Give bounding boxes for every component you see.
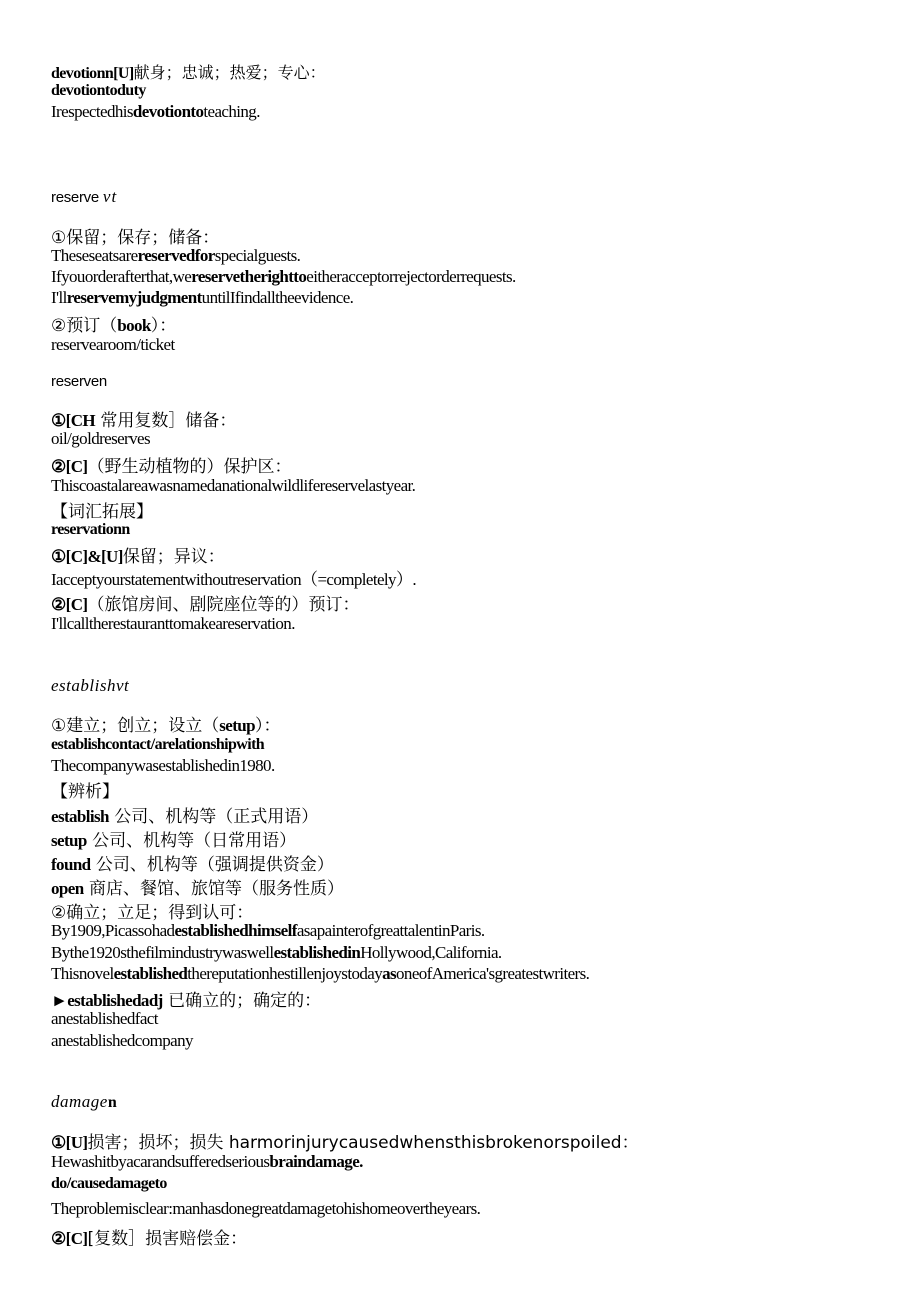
entry-reserve-n-heading: reserven: [51, 373, 107, 390]
example-sentence: Ifyouorderafterthat,wereservetherighttoeitheracceptorrejectorderrequests.: [51, 267, 516, 286]
example-sentence: Hewashitbyacarandsufferedseriousbraindamage.: [51, 1152, 363, 1171]
example-sentence: Thecompanywasestablishedin1980.: [51, 756, 275, 775]
comparison-item: open 商店、餐馆、旅馆等（服务性质）: [51, 879, 344, 899]
example-sentence: I'llreservemyjudgmentuntilIfindalltheevidence.: [51, 288, 354, 307]
example-sentence: oil/goldreserves: [51, 429, 150, 448]
example-sentence: Theproblemisclear:manhasdonegreatdamagetohishomeovertheyears.: [51, 1199, 481, 1218]
example-sentence: Iacceptyourstatementwithoutreservation（=completely）.: [51, 570, 417, 589]
headword: reserve: [51, 189, 99, 206]
entry-reserve-vt-heading: [51, 187, 117, 207]
example-sentence: reservearoom/ticket: [51, 335, 175, 354]
headword: devotionn[U]: [51, 65, 134, 82]
example-sentence: Irespectedhisdevotiontoteaching.: [51, 102, 260, 121]
sense-2: ②预订（book）：: [51, 316, 177, 336]
example-phrase: anestablishedcompany: [51, 1031, 193, 1050]
part-of-speech: n: [107, 1094, 117, 1111]
section-label-analysis: 【辨析】: [51, 782, 119, 802]
entry-establish-heading: establishvt: [51, 676, 130, 695]
example-sentence: Bythe1920sthefilmindustrywaswellestablishedinHollywood,California.: [51, 943, 502, 962]
definition: 献身；忠诚；热爱；专心：: [133, 63, 326, 82]
sense-1: ①建立；创立；设立（setup）：: [51, 716, 281, 736]
sense-1: ①保留；保存；储备：: [51, 228, 220, 248]
headword: reservationn: [51, 521, 130, 538]
example-sentence: I'llcalltherestauranttomakeareservation.: [51, 614, 295, 633]
sense-2: ②[C]（旅馆房间、剧院座位等的）预订：: [51, 595, 360, 615]
collocation: devotiontoduty: [51, 82, 146, 99]
sense-2: ②[C][复数］损害赔偿金：: [51, 1229, 248, 1249]
part-of-speech: vt: [102, 187, 118, 206]
collocation: establishcontact/arelationshipwith: [51, 736, 265, 753]
sense-1: ①[U]损害；损坏；损失 harmorinjurycausedwhensthisbrokenorspoiled：: [51, 1133, 639, 1153]
sense-1: ①[CH 常用复数］储备：: [51, 411, 237, 431]
section-label-word-expansion: 【词汇拓展】: [51, 502, 153, 522]
entry-devotion-definition: [51, 60, 326, 83]
derived-adjective: ►establishedadj 已确立的；确定的：: [51, 991, 322, 1011]
headword: damage: [51, 1092, 108, 1111]
comparison-item: establish 公司、机构等（正式用语）: [51, 807, 319, 827]
example-sentence: Theseseatsarereservedforspecialguests.: [51, 246, 301, 265]
comparison-item: setup 公司、机构等（日常用语）: [51, 831, 297, 851]
comparison-item: found 公司、机构等（强调提供资金）: [51, 855, 334, 875]
entry-damage-heading: [51, 1092, 116, 1112]
collocation: do/causedamageto: [51, 1175, 167, 1192]
sense-2: ②确立；立足；得到认可：: [51, 903, 254, 923]
example-sentence: Thiscoastalareawasnamedanationalwildlifereservelastyear.: [51, 476, 416, 495]
sense-2: ②[C]（野生动植物的）保护区：: [51, 457, 292, 477]
example-sentence: ThisnovelestablishedthereputationhestillenjoystodayasoneofAmerica'sgreatestwriters.: [51, 964, 590, 983]
example-sentence: By1909,PicassohadestablishedhimselfasapainterofgreattalentinParis.: [51, 921, 485, 940]
example-phrase: anestablishedfact: [51, 1009, 158, 1028]
sense-1: ①[C]&[U]保留；异议：: [51, 547, 225, 567]
